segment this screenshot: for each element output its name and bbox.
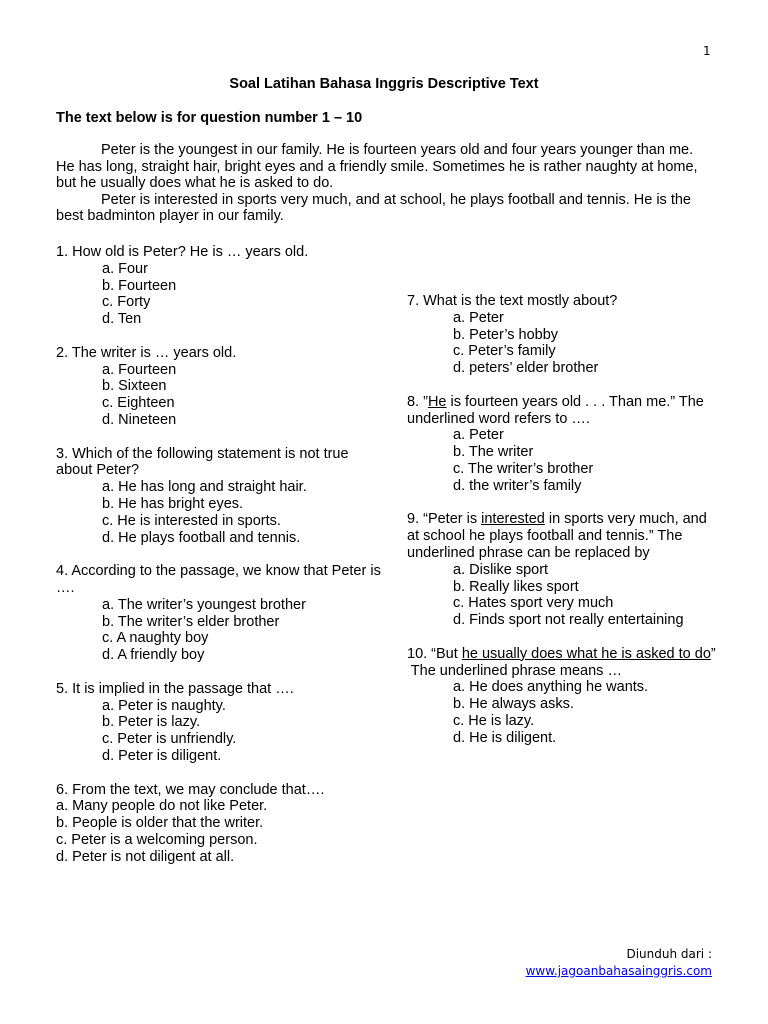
option-c: c. Eighteen [102, 395, 175, 412]
option-d: d. the writer’s family [453, 477, 582, 494]
question-3 [56, 446, 386, 547]
question-text: 5. It is implied in the passage that …. [56, 680, 294, 697]
option-b: b. The writer [453, 444, 534, 461]
question-text: 2. The writer is … years old. [56, 344, 237, 361]
option-d: d. Finds sport not really entertaining [453, 612, 684, 629]
option-c: c. Peter is unfriendly. [102, 731, 237, 748]
footer [520, 946, 712, 980]
questions-right-column [407, 293, 717, 763]
option-c: c. A naughty boy [102, 630, 209, 647]
underlined-word: He [427, 393, 447, 410]
question-text [407, 394, 717, 428]
option-a: a. He has long and straight hair. [102, 479, 307, 496]
question-text: 3. Which of the following statement is not true about Peter? [56, 445, 349, 479]
underlined-phrase: interested [481, 511, 545, 528]
question-text [407, 511, 717, 561]
option-c: c. He is interested in sports. [102, 512, 281, 529]
questions-left-column [56, 244, 386, 882]
option-a: a. Dislike sport [453, 561, 549, 578]
question-10 [407, 646, 717, 747]
option-b: b. Peter is lazy. [102, 714, 201, 731]
question-5 [56, 681, 386, 765]
option-d: d. Peter is diligent. [102, 747, 222, 764]
option-d: d. He plays football and tennis. [102, 529, 301, 546]
option-d: d. Peter is not diligent at all. [56, 848, 235, 865]
question-text-pre: 9. “Peter is [407, 511, 482, 528]
document-title: Soal Latihan Bahasa Inggris Descriptive Text [229, 76, 539, 92]
option-c: c. Peter is a welcoming person. [56, 831, 258, 848]
question-8 [407, 394, 717, 495]
question-text [407, 646, 717, 663]
option-b: b. People is older that the writer. [56, 815, 264, 832]
option-a: a. Four [102, 260, 148, 277]
option-b: b. He always asks. [453, 696, 574, 713]
option-b: b. Fourteen [102, 277, 177, 294]
question-text: 1. How old is Peter? He is … years old. [56, 244, 309, 260]
question-7 [407, 293, 717, 377]
option-a: a. He does anything he wants. [453, 679, 649, 696]
question-1 [56, 244, 386, 328]
option-c: c. Forty [102, 294, 151, 311]
option-b: b. The writer’s elder brother [102, 613, 280, 630]
option-b: b. Peter’s hobby [453, 326, 559, 343]
option-a: a. Many people do not like Peter. [56, 798, 268, 815]
option-d: d. Ten [102, 311, 142, 328]
section-subtitle: The text below is for question number 1 – 10 [56, 110, 363, 126]
question-text: 4. According to the passage, we know that Peter is …. [56, 563, 381, 596]
page-number: 1 [703, 44, 711, 58]
option-d: d. A friendly boy [102, 647, 205, 664]
footer-link[interactable]: www.jagoanbahasainggris.com [525, 964, 712, 978]
question-text-post: ” [710, 645, 716, 662]
option-a: a. Peter [453, 427, 504, 444]
option-d: d. He is diligent. [453, 729, 557, 746]
option-a: a. Fourteen [102, 361, 177, 378]
option-a: a. Peter [453, 309, 504, 326]
question-text-post: in sports very much, and at school he plays football and tennis.” The underlined phrase can be replaced by [407, 511, 707, 561]
question-9 [407, 511, 717, 629]
question-2 [56, 345, 386, 429]
footer-label: Diunduh dari : [626, 947, 712, 961]
option-a: a. The writer’s youngest brother [102, 596, 306, 613]
option-c: c. He is lazy. [453, 712, 535, 729]
question-text-post: is fourteen years old . . . Than me.” The underlined word refers to …. [407, 393, 704, 427]
question-text-pre: 10. “But [407, 645, 462, 662]
option-c: c. Peter’s family [453, 343, 556, 360]
option-b: b. Sixteen [102, 378, 167, 395]
passage-paragraph: Peter is interested in sports very much, and at school, he plays football and tennis. He is the best badminton player in our family. [56, 191, 691, 225]
underlined-phrase: he usually does what he is asked to do [461, 645, 711, 662]
question-4 [56, 563, 386, 664]
question-text: 7. What is the text mostly about? [407, 293, 618, 309]
passage-paragraph: Peter is the youngest in our family. He is fourteen years old and four years younger than me. He has long, straight hair, bright eyes and a friendly smile. Sometimes he is rather naughty at home, but he usually does what he is asked to do. [56, 142, 698, 192]
option-a: a. Peter is naughty. [102, 697, 226, 714]
option-c: c. Hates sport very much [453, 595, 614, 612]
option-b: b. Really likes sport [453, 578, 579, 595]
question-6 [56, 782, 386, 866]
question-text: 6. From the text, we may conclude that…. [56, 781, 325, 798]
question-text-line2: The underlined phrase means … [407, 662, 622, 679]
reading-passage [56, 142, 708, 225]
option-c: c. The writer’s brother [453, 460, 594, 477]
option-d: d. Nineteen [102, 411, 177, 428]
question-text-pre: 8. ” [407, 393, 428, 410]
option-b: b. He has bright eyes. [102, 495, 244, 512]
option-d: d. peters’ elder brother [453, 360, 599, 377]
